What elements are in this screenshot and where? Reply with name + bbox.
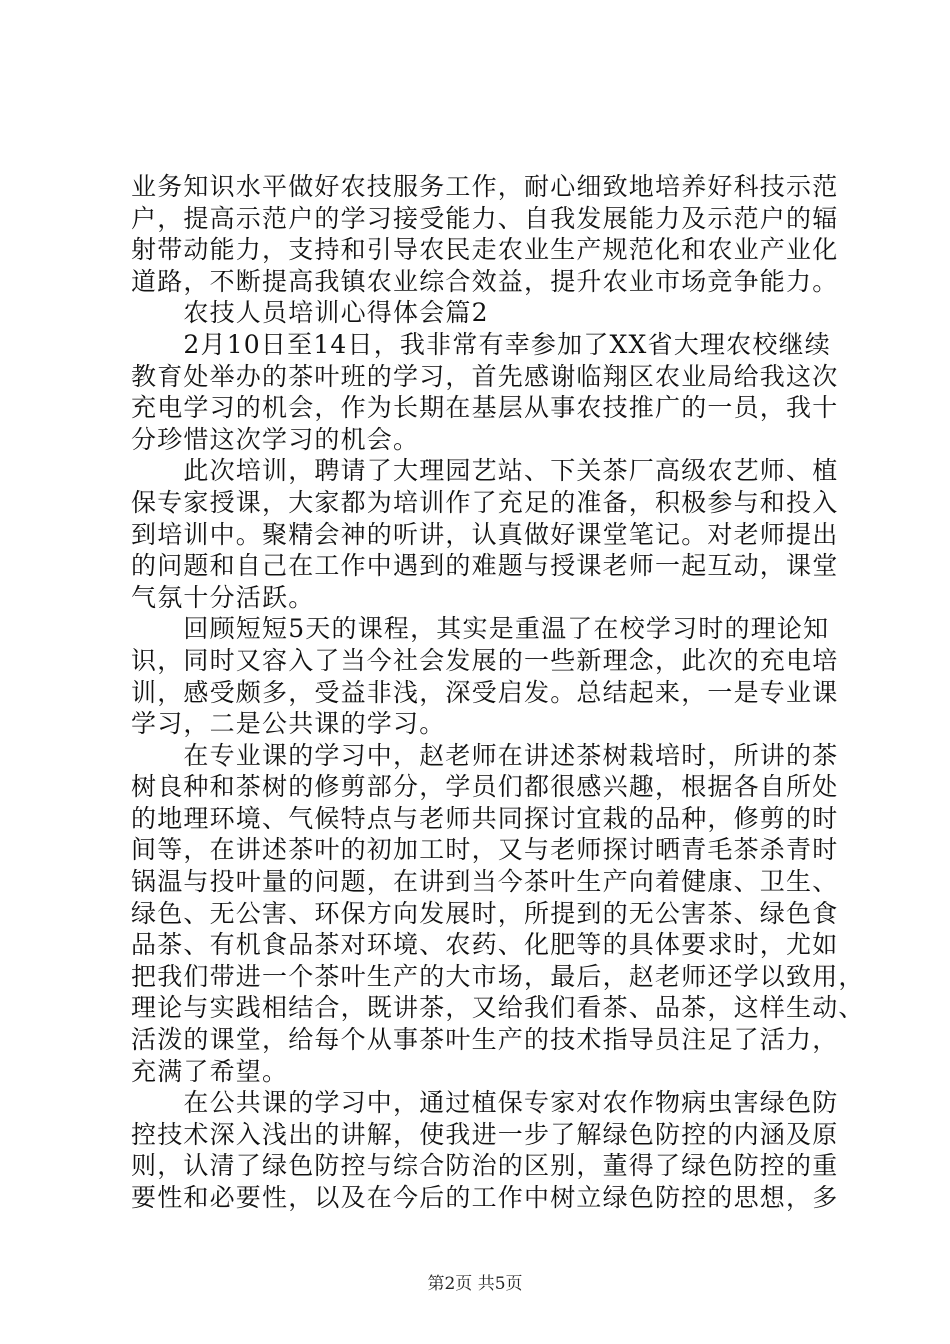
text-line: 理论与实践相结合，既讲茶，又给我们看茶、品茶，这样生动、 <box>131 993 865 1023</box>
text-line: 回顾短短5天的课程，其实是重温了在校学习时的理论知 <box>131 614 830 644</box>
text-line: 业务知识水平做好农技服务工作，耐心细致地培养好科技示范 <box>131 172 839 201</box>
text-line: 保专家授课，大家都为培训作了充足的准备，积极参与和投入 <box>131 487 839 517</box>
text-line: 间等，在讲述茶叶的初加工时，又与老师探讨晒青毛茶杀青时 <box>131 835 839 865</box>
text-line: 把我们带进一个茶叶生产的大市场，最后，赵老师还学以致用， <box>131 961 865 991</box>
text-line: 充满了希望。 <box>131 1056 289 1086</box>
text-line: 活泼的课堂，给每个从事茶叶生产的技术指导员注足了活力， <box>131 1025 839 1055</box>
text-line: 户，提高示范户的学习接受能力、自我发展能力及示范户的辐 <box>131 203 839 233</box>
text-line: 识，同时又容入了当今社会发展的一些新理念，此次的充电培 <box>131 645 839 675</box>
text-line: 训，感受颇多，受益非浅，深受启发。总结起来，一是专业课 <box>131 677 839 707</box>
text-line: 道路，不断提高我镇农业综合效益，提升农业市场竞争能力。 <box>131 266 839 296</box>
text-line: 的问题和自己在工作中遇到的难题与授课老师一起互动，课堂 <box>131 551 839 581</box>
text-line: 在专业课的学习中，赵老师在讲述茶树栽培时，所讲的茶 <box>131 740 839 770</box>
text-line: 品茶、有机食品茶对环境、农药、化肥等的具体要求时，尤如 <box>131 930 839 960</box>
text-line: 则，认清了绿色防控与综合防治的区别，董得了绿色防控的重 <box>131 1151 839 1181</box>
text-line: 在公共课的学习中，通过植保专家对农作物病虫害绿色防 <box>131 1088 839 1118</box>
text-line: 控技术深入浅出的讲解，使我进一步了解绿色防控的内涵及原 <box>131 1119 839 1149</box>
text-line: 要性和必要性，以及在今后的工作中树立绿色防控的思想，多 <box>131 1183 839 1212</box>
text-line: 树良种和茶树的修剪部分，学员们都很感兴趣，根据各自所处 <box>131 772 839 802</box>
text-line: 射带动能力，支持和引导农民走农业生产规范化和农业产业化 <box>131 235 839 265</box>
text-line: 绿色、无公害、环保方向发展时，所提到的无公害茶、绿色食 <box>131 898 839 928</box>
text-line: 气氛十分活跃。 <box>131 582 315 612</box>
text-line: 到培训中。聚精会神的听讲，认真做好课堂笔记。对老师提出 <box>131 519 839 549</box>
section-heading: 农技人员培训心得体会篇2 <box>131 298 489 328</box>
page-number-label: 第2页 共5页 <box>427 1274 523 1294</box>
text-line: 教育处举办的茶叶班的学习，首先感谢临翔区农业局给我这次 <box>131 361 839 391</box>
page-footer <box>0 1273 950 1295</box>
text-line: 的地理环境、气候特点与老师共同探讨宜栽的品种，修剪的时 <box>131 803 839 833</box>
text-line: 2月10日至14日，我非常有幸参加了XX省大理农校继续 <box>131 329 831 359</box>
text-line: 此次培训，聘请了大理园艺站、下关茶厂高级农艺师、植 <box>131 456 839 486</box>
text-line: 学习，二是公共课的学习。 <box>131 709 446 739</box>
text-line: 锅温与投叶量的问题，在讲到当今茶叶生产向着健康、卫生、 <box>131 867 839 897</box>
document-body <box>131 171 865 1214</box>
text-line: 充电学习的机会，作为长期在基层从事农技推广的一员，我十 <box>131 393 839 423</box>
text-line: 分珍惜这次学习的机会。 <box>131 424 420 454</box>
